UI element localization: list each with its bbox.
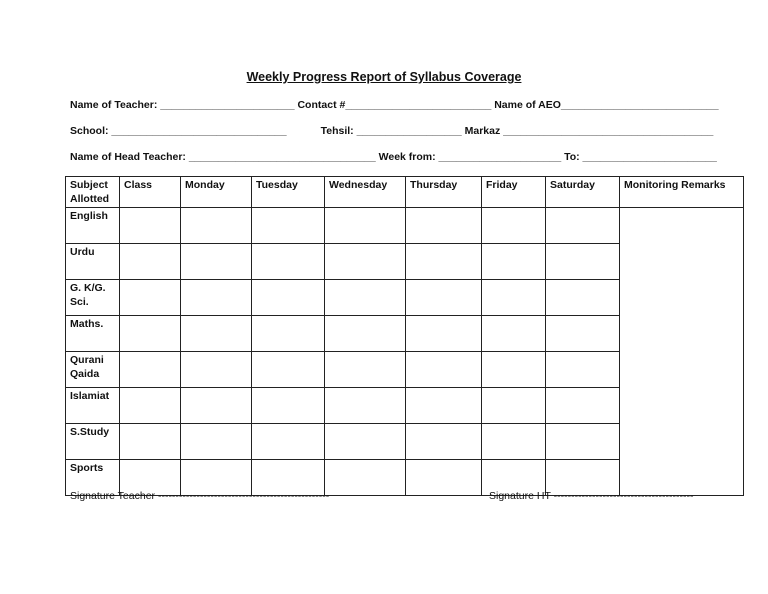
subject-cell: Qurani Qaida bbox=[66, 352, 120, 388]
day-cell[interactable] bbox=[252, 388, 325, 424]
monitoring-remarks-cell[interactable] bbox=[620, 208, 744, 496]
tehsil-markaz-field-label: Tehsil: __________________ Markaz ____________________________________ bbox=[320, 125, 714, 137]
header-friday: Friday bbox=[482, 177, 546, 208]
day-cell[interactable] bbox=[546, 208, 620, 244]
subject-cell: Sports bbox=[66, 460, 120, 496]
day-cell[interactable] bbox=[252, 316, 325, 352]
day-cell[interactable] bbox=[546, 352, 620, 388]
head-teacher-week-line: Name of Head Teacher: ________________________________ Week from: _____________________ To: _______________________ bbox=[70, 151, 717, 163]
day-cell[interactable] bbox=[406, 316, 482, 352]
day-cell[interactable] bbox=[406, 244, 482, 280]
day-cell[interactable] bbox=[325, 208, 406, 244]
subject-cell: S.Study bbox=[66, 424, 120, 460]
day-cell[interactable] bbox=[181, 316, 252, 352]
day-cell[interactable] bbox=[325, 352, 406, 388]
day-cell[interactable] bbox=[546, 280, 620, 316]
day-cell[interactable] bbox=[546, 316, 620, 352]
day-cell[interactable] bbox=[252, 208, 325, 244]
signature-ht-line: Signature HT ---------------------------------------- bbox=[489, 490, 694, 502]
day-cell[interactable] bbox=[406, 280, 482, 316]
day-cell[interactable] bbox=[546, 388, 620, 424]
day-cell[interactable] bbox=[482, 316, 546, 352]
day-cell[interactable] bbox=[325, 424, 406, 460]
day-cell[interactable] bbox=[252, 352, 325, 388]
day-cell[interactable] bbox=[181, 244, 252, 280]
header-subject-allotted: Subject Allotted bbox=[66, 177, 120, 208]
class-cell[interactable] bbox=[120, 280, 181, 316]
day-cell[interactable] bbox=[325, 460, 406, 496]
class-cell[interactable] bbox=[120, 388, 181, 424]
day-cell[interactable] bbox=[482, 388, 546, 424]
day-cell[interactable] bbox=[181, 388, 252, 424]
syllabus-coverage-table bbox=[65, 176, 744, 496]
subject-cell: Urdu bbox=[66, 244, 120, 280]
class-cell[interactable] bbox=[120, 244, 181, 280]
header-saturday: Saturday bbox=[546, 177, 620, 208]
day-cell[interactable] bbox=[482, 352, 546, 388]
signature-teacher-line: Signature Teacher ------------------------------------------------- bbox=[70, 490, 330, 502]
day-cell[interactable] bbox=[482, 208, 546, 244]
day-cell[interactable] bbox=[325, 244, 406, 280]
day-cell[interactable] bbox=[325, 280, 406, 316]
day-cell[interactable] bbox=[546, 244, 620, 280]
day-cell[interactable] bbox=[252, 424, 325, 460]
day-cell[interactable] bbox=[482, 280, 546, 316]
subject-cell: Islamiat bbox=[66, 388, 120, 424]
document-title: Weekly Progress Report of Syllabus Coverage bbox=[246, 70, 522, 84]
day-cell[interactable] bbox=[181, 208, 252, 244]
day-cell[interactable] bbox=[181, 424, 252, 460]
day-cell[interactable] bbox=[406, 460, 482, 496]
day-cell[interactable] bbox=[482, 424, 546, 460]
day-cell[interactable] bbox=[181, 352, 252, 388]
day-cell[interactable] bbox=[406, 208, 482, 244]
day-cell[interactable] bbox=[406, 424, 482, 460]
school-tehsil-markaz-line bbox=[70, 125, 713, 137]
day-cell[interactable] bbox=[325, 388, 406, 424]
header-monitoring-remarks: Monitoring Remarks bbox=[620, 177, 744, 208]
day-cell[interactable] bbox=[325, 316, 406, 352]
table-header-row bbox=[66, 177, 744, 208]
day-cell[interactable] bbox=[482, 244, 546, 280]
class-cell[interactable] bbox=[120, 316, 181, 352]
day-cell[interactable] bbox=[546, 424, 620, 460]
subject-cell: G. K/G. Sci. bbox=[66, 280, 120, 316]
header-monday: Monday bbox=[181, 177, 252, 208]
header-class: Class bbox=[120, 177, 181, 208]
day-cell[interactable] bbox=[406, 352, 482, 388]
class-cell[interactable] bbox=[120, 424, 181, 460]
class-cell[interactable] bbox=[120, 352, 181, 388]
school-field-label: School: ______________________________ bbox=[70, 125, 287, 137]
teacher-contact-aeo-line: Name of Teacher: _______________________ Contact #_________________________ Name of AEO___________________________ bbox=[70, 99, 719, 111]
header-tuesday: Tuesday bbox=[252, 177, 325, 208]
table-row bbox=[66, 208, 744, 244]
header-thursday: Thursday bbox=[406, 177, 482, 208]
subject-cell: Maths. bbox=[66, 316, 120, 352]
day-cell[interactable] bbox=[252, 280, 325, 316]
header-wednesday: Wednesday bbox=[325, 177, 406, 208]
subject-cell: English bbox=[66, 208, 120, 244]
day-cell[interactable] bbox=[181, 280, 252, 316]
day-cell[interactable] bbox=[406, 388, 482, 424]
class-cell[interactable] bbox=[120, 208, 181, 244]
day-cell[interactable] bbox=[252, 244, 325, 280]
